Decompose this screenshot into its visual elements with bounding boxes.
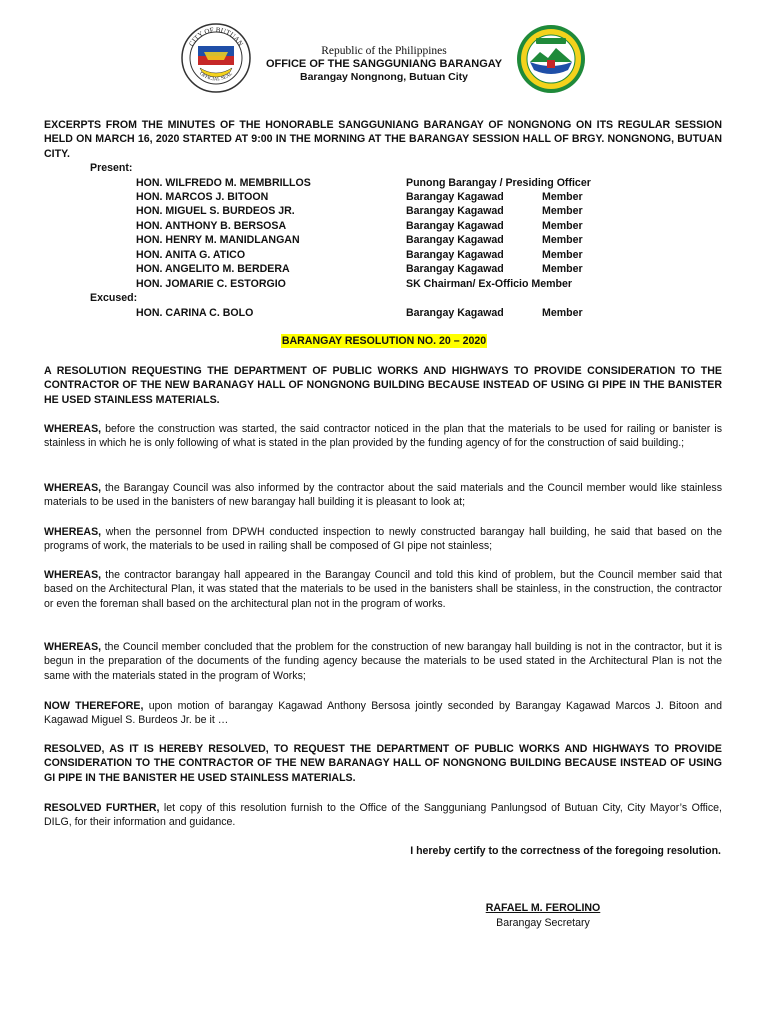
signature-block xyxy=(468,901,618,931)
attendee-row: HON. ANITA G. ATICO Barangay Kagawad Member xyxy=(136,249,583,261)
attendee-row: HON. CARINA C. BOLO Barangay Kagawad Member xyxy=(136,307,583,319)
barangay-line: Barangay Nongnong, Butuan City xyxy=(300,71,468,83)
attendee-row: HON. MARCOS J. BITOON Barangay Kagawad Member xyxy=(136,191,583,203)
letterhead xyxy=(252,45,516,84)
whereas-paragraph: WHEREAS, when the personnel from DPWH conducted inspection to newly constructed barangay hall building, he said that based on the programs of work, the materials to be used in railing shall be composed of GI pipe not stainless; xyxy=(44,526,722,553)
svg-text:CITY OF BUTUAN: CITY OF BUTUAN xyxy=(187,25,245,48)
attendee-row: HON. ANGELITO M. BERDERA Barangay Kagawad Member xyxy=(136,263,583,275)
attendee-row: HON. JOMARIE C. ESTORGIO SK Chairman/ Ex-Officio Member xyxy=(136,278,573,290)
whereas-paragraph: WHEREAS, the Barangay Council was also informed by the contractor about the said materials and the Council member would like stainless materials to be used in the banisters of new barangay hall building it is pleasant to look at; xyxy=(44,482,722,509)
whereas-paragraph: WHEREAS, the contractor barangay hall appeared in the Barangay Council and told this kind of problem, but the Council member said that based on the Architectural Plan, it was stated that the materials to be used in the banisters shall be stainless, in the construction, the contractor or even the foreman shall based on the architectural plan not in the program of works. xyxy=(44,569,722,610)
excused-label: Excused: xyxy=(90,292,138,304)
attendee-row: HON. HENRY M. MANIDLANGAN Barangay Kagawad Member xyxy=(136,234,583,246)
resolution-title: BARANGAY RESOLUTION NO. 20 – 2020 xyxy=(281,335,487,347)
office-line: OFFICE OF THE SANGGUNIANG BARANGAY xyxy=(265,58,503,70)
resolved-paragraph: RESOLVED, AS IT IS HEREBY RESOLVED, TO REQUEST THE DEPARTMENT OF PUBLIC WORKS AND HIGHWAYS TO PROVIDE CONSIDERATION TO THE CONTRACTOR OF THE NEW BARANAGY HALL OF NONGNONG BUILDING BECAUSE INSTEAD OF USING GI PIPE IN THE BANISTER HE USED STAINLESS MATERIALS. xyxy=(44,743,722,784)
whereas-paragraph: WHEREAS, the Council member concluded that the problem for the construction of new barangay hall building is not in the contractor, but it is begun in the preparation of the documents of the funding agency because the materials to be used stated in the Architectural Plan is not the same with the materials stated in the program of Works; xyxy=(44,641,722,682)
city-of-butuan-seal-icon xyxy=(180,22,252,94)
now-therefore-paragraph: NOW THEREFORE, upon motion of barangay Kagawad Anthony Bersosa jointly seconded by Barangay Kagawad Marcos J. Bitoon and Kagawad Miguel S. Burdeos Jr. be it … xyxy=(44,700,723,727)
barangay-nongnong-seal-icon xyxy=(516,24,586,94)
attendee-row: HON. WILFREDO M. MEMBRILLOS Punong Barangay / Presiding Officer xyxy=(136,177,591,189)
svg-text:OFFICIAL SEAL: OFFICIAL SEAL xyxy=(198,71,234,83)
resolved-further-paragraph: RESOLVED FURTHER, let copy of this resolution furnish to the Office of the Sangguniang Panlungsod of Butuan City, City Mayor’s Office, DILG, for their information and guidance. xyxy=(44,802,722,829)
resolution-heading: A RESOLUTION REQUESTING THE DEPARTMENT OF PUBLIC WORKS AND HIGHWAYS TO PROVIDE CONSIDERATION TO THE CONTRACTOR OF THE NEW BARANAGY HALL OF NONGNONG BUILDING BECAUSE INSTEAD OF USING GI PIPE IN THE BANISTER HE USED STAINLESS MATERIALS. xyxy=(44,365,722,406)
attendee-row: HON. ANTHONY B. BERSOSA Barangay Kagawad Member xyxy=(136,220,583,232)
signatory-name: RAFAEL M. FEROLINO xyxy=(485,902,601,914)
minutes-intro: EXCERPTS FROM THE MINUTES OF THE HONORABLE SANGGUNIANG BARANGAY OF NONGNONG ON ITS REGULAR SESSION HELD ON MARCH 16, 2020 STARTED AT 9:00 IN THE MORNING AT THE BARANGAY SESSION HALL OF BRGY. NONGNONG, BUTUAN CITY. xyxy=(44,119,722,160)
signatory-title: Barangay Secretary xyxy=(496,917,590,929)
attendee-row: HON. MIGUEL S. BURDEOS JR. Barangay Kagawad Member xyxy=(136,205,583,217)
republic-line: Republic of the Philippines xyxy=(321,45,447,57)
certification-statement: I hereby certify to the correctness of the foregoing resolution. xyxy=(410,845,721,857)
present-label: Present: xyxy=(90,162,133,174)
whereas-paragraph: WHEREAS, before the construction was started, the said contractor noticed in the plan that the materials to be used for railing or banister is stainless in which he is only following of what is stated in the plan provided by the funding agency of for the construction of said building.; xyxy=(44,423,722,450)
